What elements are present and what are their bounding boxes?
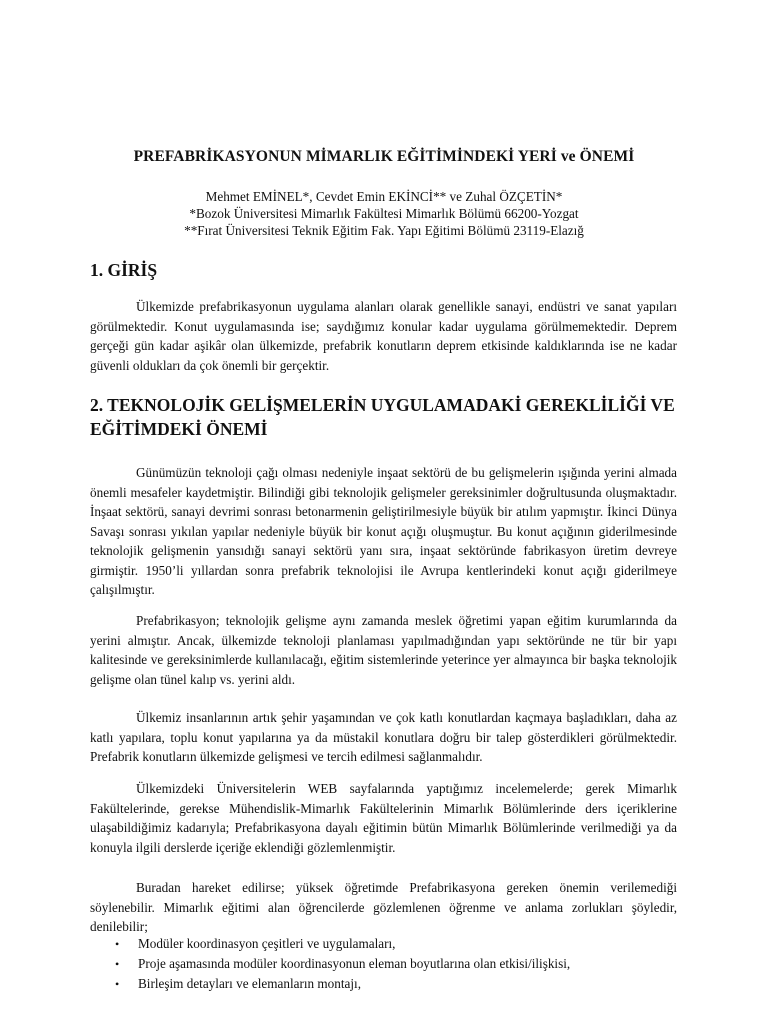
list-item <box>90 954 677 974</box>
paragraph-buradan-hareket: Buradan hareket edilirse; yüksek öğretimde Prefabrikasyona gereken önemin verilemediği söylenebilir. Mimarlık eğitimi alan öğrencilerde gözlemlenen öğrenme ve anlama zorlukları şöyledir, denilebilir; <box>90 880 677 934</box>
difficulty-list <box>90 934 677 994</box>
list-item-text: Proje aşamasında modüler koordinasyonun eleman boyutlarına olan etkisi/ilişkisi, <box>138 956 571 971</box>
section-heading-teknolojik: 2. TEKNOLOJİK GELİŞMELERİN UYGULAMADAKİ GEREKLİLİĞİ VE EĞİTİMDEKİ ÖNEMİ <box>90 395 675 439</box>
paragraph-teknoloji-cagi: Günümüzün teknoloji çağı olması nedeniyle inşaat sektörü de bu gelişmelerin ışığında yerini almada önemli mesafeler kaydetmiştir. Bilindiği gibi teknolojik gelişmeler gereksinimler doğrultusunda oluşmaktadır. İnşaat sektörü, sanayi devrimi sonrası betonarmenin geliştirilmesiyle büyük bir atılım yapmıştır. İkinci Dünya Savaşı sonrası yıkılan yapılar nedeniyle büyük bir konut açığı oluşmuştur. Bu konut açığının giderilmesinde teknolojik gelişmenin yansıdığı sanayi sektörü yanı sıra, inşaat sektöründe fabrikasyon üretim devreye girmiştir. 1950’li yıllardan sonra prefabrik teknolojisi ile Avrupa kentlerindeki konut açığı giderilmeye çalışılmıştır. <box>90 465 677 597</box>
affiliation-1: *Bozok Üniversitesi Mimarlık Fakültesi Mimarlık Bölümü 66200-Yozgat <box>189 206 579 221</box>
paragraph-giris: Ülkemizde prefabrikasyonun uygulama alanları olarak genellikle sanayi, endüstri ve sanat yapıları görülmektedir. Konut uygulamasında ise; saydığımız konular kadar uygulama görülmemektedir. Deprem gerçeği gün kadar aşikâr olan ülkemizde, prefabrik konutların deprem etkisinde kaldıklarında ise ne kadar güvenli oldukları da çok önemli bir gerçektir. <box>90 299 677 373</box>
bullet-icon: • <box>115 957 120 971</box>
section-heading-giris: 1. GİRİŞ <box>90 260 158 280</box>
list-item-text: Birleşim detayları ve elemanların montajı, <box>138 976 362 991</box>
bullet-icon: • <box>115 977 120 991</box>
author-block <box>0 188 768 239</box>
bullet-icon: • <box>115 937 120 951</box>
paragraph-universiteler: Ülkemizdeki Üniversitelerin WEB sayfalarında yaptığımız incelemelerde; gerek Mimarlık Fakültelerinde, gerekse Mühendislik-Mimarlık Fakültelerinin Mimarlık Bölümlerinde ders içeriklerine ulaşabildiğimiz kadarıyla; Prefabrikasyona dayalı eğitimin bütün Mimarlık Bölümlerinde verilmediği ya da konuyla ilgili derslerde içeriğe eklendiği gözlemlenmiştir. <box>90 781 677 855</box>
paper-title: PREFABRİKASYONUN MİMARLIK EĞİTİMİNDEKİ YERİ ve ÖNEMİ <box>133 148 635 165</box>
list-item-text: Modüler koordinasyon çeşitleri ve uygulamaları, <box>138 936 396 951</box>
author-names: Mehmet EMİNEL*, Cevdet Emin EKİNCİ** ve Zuhal ÖZÇETİN* <box>205 189 563 204</box>
paragraph-ulkemiz-insanlari: Ülkemiz insanlarının artık şehir yaşamından ve çok katlı konutlardan kaçmaya başladıkları, daha az katlı yapılara, toplu konut yapılarına ya da müstakil konutlara doğru bir talep gösterdikleri görülmektedir. Prefabrik konutların ülkemizde gelişmesi ve tercih edilmesi sağlanmalıdır. <box>90 710 677 764</box>
affiliation-2: **Fırat Üniversitesi Teknik Eğitim Fak. Yapı Eğitimi Bölümü 23119-Elazığ <box>184 223 584 238</box>
list-item <box>90 974 677 994</box>
paragraph-prefabrikasyon: Prefabrikasyon; teknolojik gelişme aynı zamanda meslek öğretimi yapan eğitim kurumlarında da yerini almıştır. Ancak, ülkemizde teknoloji planlaması yapılmadığından yapı sektöründe ne tür bir yapı kalitesinde ve gereksinimlerde kullanılacağı, eğitim sistemlerinde yeterince yer almayınca bir başka teknolojik gelişme olan tünel kalıp vs. yerini aldı. <box>90 613 677 687</box>
list-item <box>90 934 677 954</box>
